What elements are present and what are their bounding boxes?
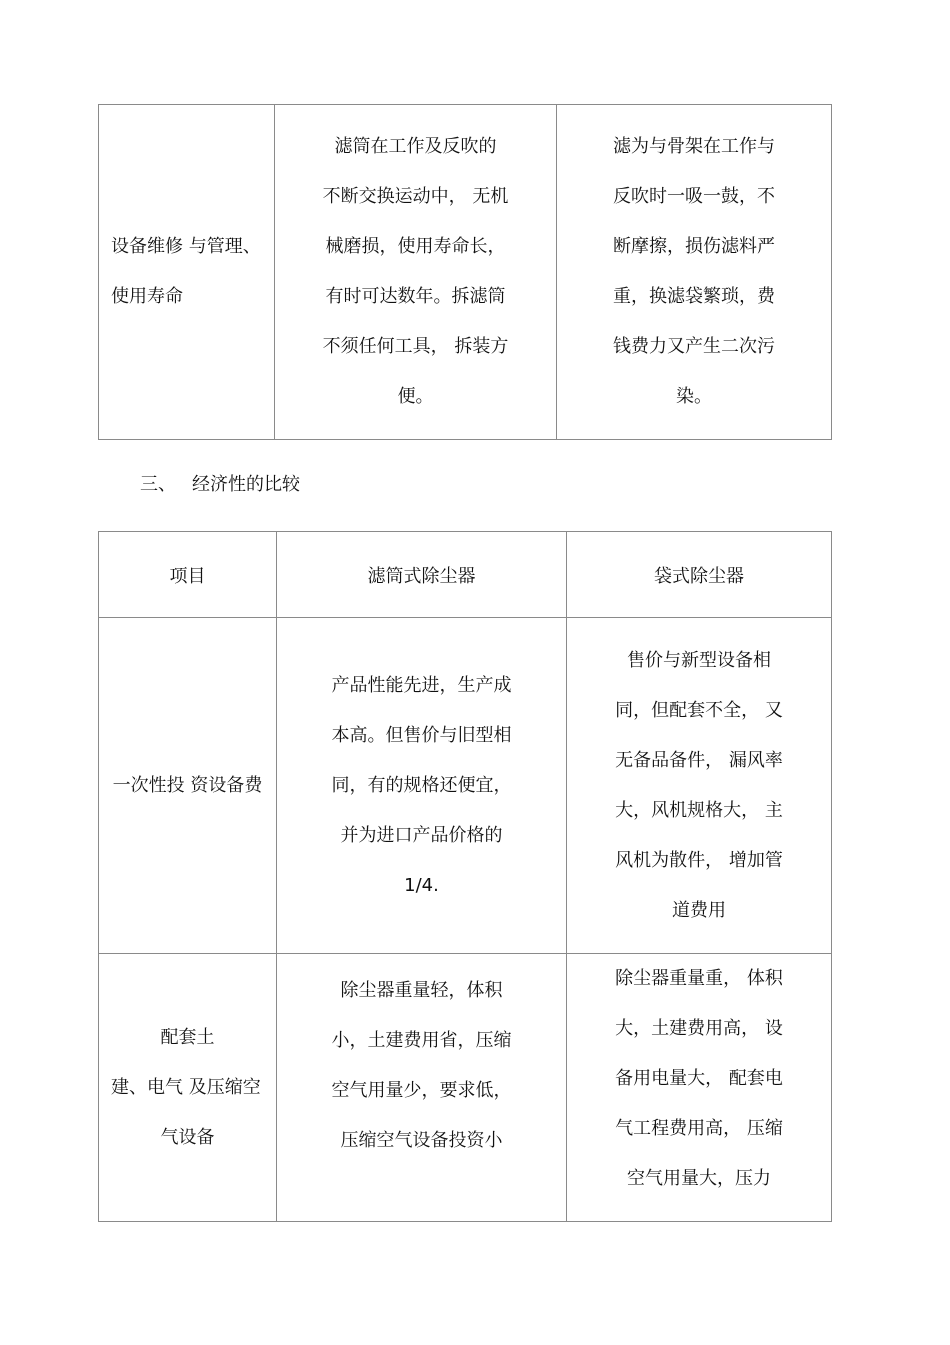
table-row: [99, 954, 832, 1222]
row-label-line: 资设备费: [190, 774, 263, 796]
row-label-line: 及压缩空: [188, 1076, 261, 1098]
cell-text-line: 钱费力又产生二次污: [613, 336, 775, 357]
cell-text-line: 道费用: [672, 899, 726, 921]
cell-text-line: 反吹时一吸一鼓，不: [613, 186, 775, 207]
cell-text-line: 产品性能先进，生产成: [331, 674, 512, 696]
header-bag-filter: 袋式除尘器: [567, 532, 832, 618]
cell-text-line: 染。: [676, 386, 712, 407]
row-label-line: 配套土: [160, 1026, 215, 1048]
table-row: [99, 105, 832, 440]
filter-cartridge-cell: [275, 105, 557, 440]
cell-text-line: 重，换滤袋繁琐，费: [613, 286, 775, 307]
bag-filter-cell: [567, 954, 832, 1222]
row-label-line: 设备维修: [111, 236, 183, 257]
cell-text-line: 本高。但售价与旧型相: [331, 724, 512, 746]
filter-cartridge-cell: [277, 618, 567, 954]
filter-cartridge-cell: [277, 954, 567, 1222]
table-header-row: [99, 532, 832, 618]
cell-text-line: 风机为散件， 增加管: [615, 849, 783, 871]
cell-text-line: 空气用量少，要求低，: [331, 1080, 512, 1101]
section-heading: [140, 470, 300, 500]
bag-filter-cell: [557, 105, 832, 440]
cell-text-line: 气工程费用高， 压缩: [615, 1118, 783, 1139]
row-label-line: 使用寿命: [111, 286, 183, 307]
table-row: [99, 618, 832, 954]
header-item: 项目: [99, 532, 277, 618]
cell-text-line: 除尘器重量轻，体积: [340, 980, 503, 1001]
cell-text-line: 同，有的规格还便宜，: [331, 774, 512, 796]
comparison-table-continued: [98, 104, 832, 440]
cell-text-line: 便。: [397, 386, 434, 407]
cell-text-line: 械磨损，使用寿命长，: [325, 236, 506, 257]
row-label-line: 一次性投: [112, 774, 185, 796]
cell-text-line: 小，土建费用省，压缩: [331, 1030, 512, 1051]
cell-text-line: 断摩擦，损伤滤料严: [613, 236, 775, 257]
cell-text-line: 不断交换运动中， 无机: [322, 186, 509, 207]
economic-comparison-table: [98, 531, 832, 1222]
cell-text-line: 1/4.: [404, 874, 439, 896]
row-label-cell: [99, 618, 277, 954]
cell-text-line: 同，但配套不全， 又: [615, 699, 783, 721]
cell-text-line: 滤为与骨架在工作与: [613, 136, 775, 157]
cell-text-line: 并为进口产品价格的: [340, 824, 503, 846]
cell-text-line: 空气用量大，压力: [627, 1168, 771, 1189]
cell-text-line: 滤筒在工作及反吹的: [334, 136, 497, 157]
section-title: 经济性的比较: [192, 474, 300, 495]
row-label-line: 气设备: [160, 1126, 215, 1148]
cell-text-line: 不须任何工具， 拆装方: [322, 336, 509, 357]
row-label-line: 建、电气: [111, 1076, 183, 1098]
cell-text-line: 售价与新型设备相: [627, 649, 771, 671]
cell-text-line: 有时可达数年。拆滤筒: [325, 286, 506, 307]
cell-text-line: 无备品备件， 漏风率: [615, 749, 783, 771]
header-filter-cartridge: 滤筒式除尘器: [277, 532, 567, 618]
cell-text-line: 备用电量大， 配套电: [615, 1068, 783, 1089]
bag-filter-cell: [567, 618, 832, 954]
row-label-line: 与管理、: [188, 236, 261, 257]
row-label-cell: [99, 105, 275, 440]
cell-text-line: 大，土建费用高， 设: [615, 1018, 783, 1039]
cell-text-line: 大，风机规格大， 主: [615, 799, 783, 821]
cell-text-line: 除尘器重量重， 体积: [615, 968, 783, 989]
row-label-cell: [99, 954, 277, 1222]
section-number: 三、: [140, 474, 176, 495]
cell-text-line: 压缩空气设备投资小: [340, 1130, 503, 1151]
